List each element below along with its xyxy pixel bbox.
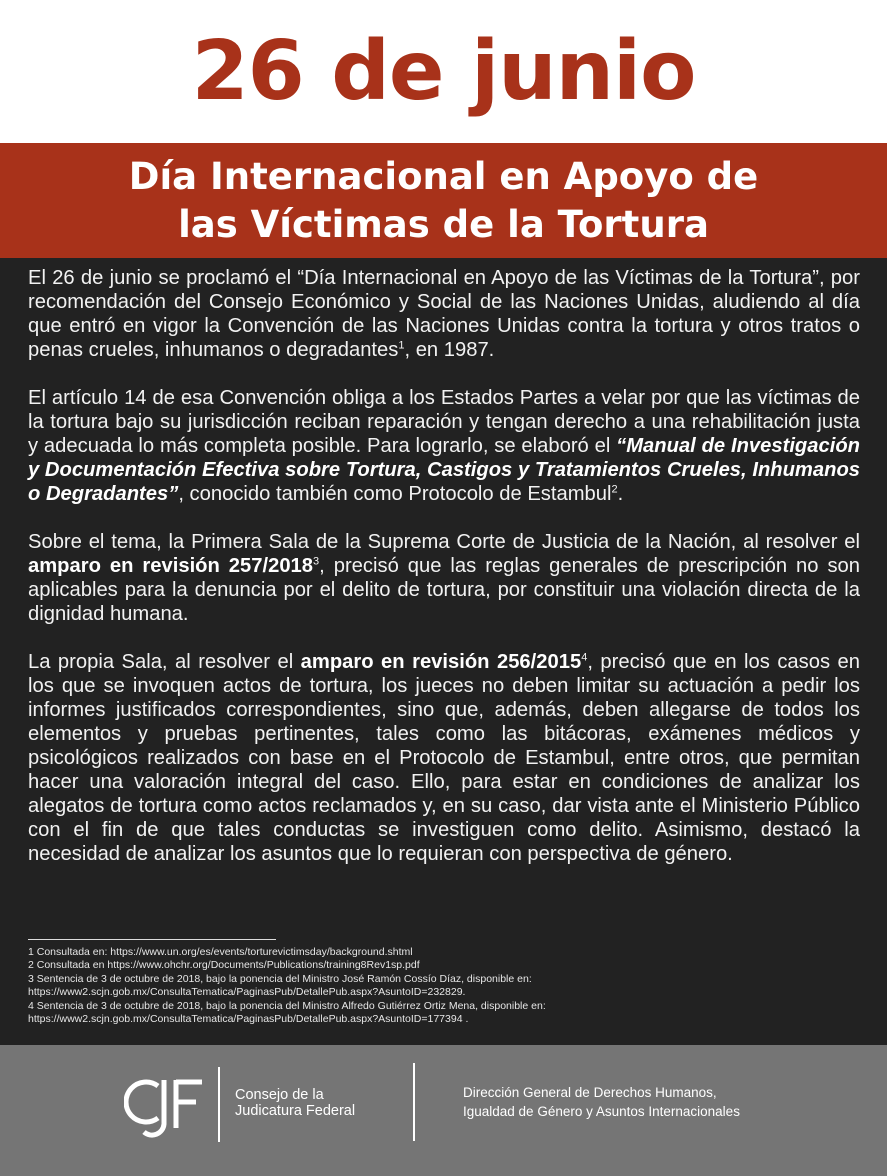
footer xyxy=(0,1045,887,1176)
footnote-3-url: https://www2.scjn.gob.mx/ConsultaTematica/PaginasPub/DetallePub.aspx?AsuntoID=232829. xyxy=(28,986,466,999)
title-band xyxy=(0,143,887,258)
paragraph-3-end: , precisó que las reglas generales de prescripción no son aplicables para la denuncia por el delito de tortura, por constituir una violación directa de la dignidad humana. xyxy=(28,555,860,625)
directorate-line-2: Igualdad de Género y Asuntos Internacionales xyxy=(463,1104,740,1119)
footnote-3: 3 Sentencia de 3 de octubre de 2018, bajo la ponencia del Ministro José Ramón Cossío Díaz, disponible en: xyxy=(28,972,532,985)
paragraph-4-text: La propia Sala, al resolver el xyxy=(28,651,301,673)
footnote-2: 2 Consultada en https://www.ohchr.org/Documents/Publications/training8Rev1sp.pdf xyxy=(28,959,420,972)
paragraph-4-end: , precisó que en los casos en los que se invoquen actos de tortura, los jueces no deben limitar su actuación a pedir los informes justificados correspondientes, sino que, además, deben allegarse de todos los elementos y pruebas pertinentes, tales como las bitácoras, exámenes médicos y psicológicos realizados con base en el Protocolo de Estambul, entre otros, que permitan hacer una valoración integral del caso. Ello, para estar en condiciones de analizar los alegatos de tortura como actos reclamados y, en su caso, dar vista ante el Ministerio Público con el fin de que tales conductas se investiguen como delito. Asimismo, destacó la necesidad de analizar los asuntos que lo requieran con perspectiva de género. xyxy=(28,651,860,865)
paragraph-1 xyxy=(28,266,860,362)
paragraph-2-dot: . xyxy=(617,483,624,505)
paragraph-2-text: El artículo 14 de esa Convención obliga a los Estados Partes a velar por que las víctimas de la tortura bajo su jurisdicción reciban reparación y tengan derecho a una rehabilitación justa y adecuada lo más completa posible. Para lograrlo, se elaboró el xyxy=(28,387,860,457)
footnote-ref-2: 2 xyxy=(611,483,618,496)
footer-divider-1 xyxy=(218,1067,220,1142)
footnote-ref-4: 4 xyxy=(581,651,588,664)
directorate-name xyxy=(463,1083,740,1121)
amparo-256-2015: amparo en revisión 256/2015 xyxy=(300,651,582,673)
footnote-ref-1: 1 xyxy=(398,339,405,352)
footnotes xyxy=(28,946,868,1026)
footer-divider-2 xyxy=(413,1063,415,1141)
org-name xyxy=(235,1087,355,1119)
directorate-line-1: Dirección General de Derechos Humanos, xyxy=(463,1085,717,1100)
org-name-line-1: Consejo de la xyxy=(235,1087,324,1103)
article-body xyxy=(0,258,887,1045)
paragraph-3 xyxy=(28,530,860,626)
footnote-4: 4 Sentencia de 3 de octubre de 2018, bajo la ponencia del Ministro Alfredo Gutiérrez Ortiz Mena, disponible en: xyxy=(28,999,546,1012)
footnote-4-url: https://www2.scjn.gob.mx/ConsultaTematica/PaginasPub/DetallePub.aspx?AsuntoID=177394 . xyxy=(28,1013,469,1026)
paragraph-2 xyxy=(28,386,860,506)
paragraph-1-text: El 26 de junio se proclamó el “Día Internacional en Apoyo de las Víctimas de la Tortura”, por recomendación del Consejo Económico y Social de las Naciones Unidas, aludiendo al día que entró en vigor la Convención de las Naciones Unidas contra la tortura y otros tratos o penas crueles, inhumanos o degradantes xyxy=(28,267,860,361)
footnote-divider xyxy=(28,939,276,940)
manual-title: “Manual de Investigación y Documentación Efectiva sobre Tortura, Castigos y Tratamientos Crueles, Inhumanos o Degradantes” xyxy=(28,435,860,505)
title-line-1: Día Internacional en Apoyo de xyxy=(128,155,759,198)
cjf-logo-icon xyxy=(124,1072,210,1148)
date-header xyxy=(0,0,887,143)
footnote-ref-3: 3 xyxy=(313,555,320,568)
title-line-2: las Víctimas de la Tortura xyxy=(178,203,709,246)
article-text xyxy=(28,266,860,890)
page-title-date: 26 de junio xyxy=(191,24,696,119)
footnote-1: 1 Consultada en: https://www.un.org/es/events/torturevictimsday/background.shtml xyxy=(28,946,413,958)
paragraph-3-text: Sobre el tema, la Primera Sala de la Suprema Corte de Justicia de la Nación, al resolver el xyxy=(28,531,860,553)
paragraph-4 xyxy=(28,650,860,866)
paragraph-2-end: , conocido también como Protocolo de Estambul xyxy=(178,483,612,505)
paragraph-1-end: , en 1987. xyxy=(404,339,495,361)
amparo-257-2018: amparo en revisión 257/2018 xyxy=(28,555,314,577)
org-name-line-2: Judicatura Federal xyxy=(235,1103,356,1119)
